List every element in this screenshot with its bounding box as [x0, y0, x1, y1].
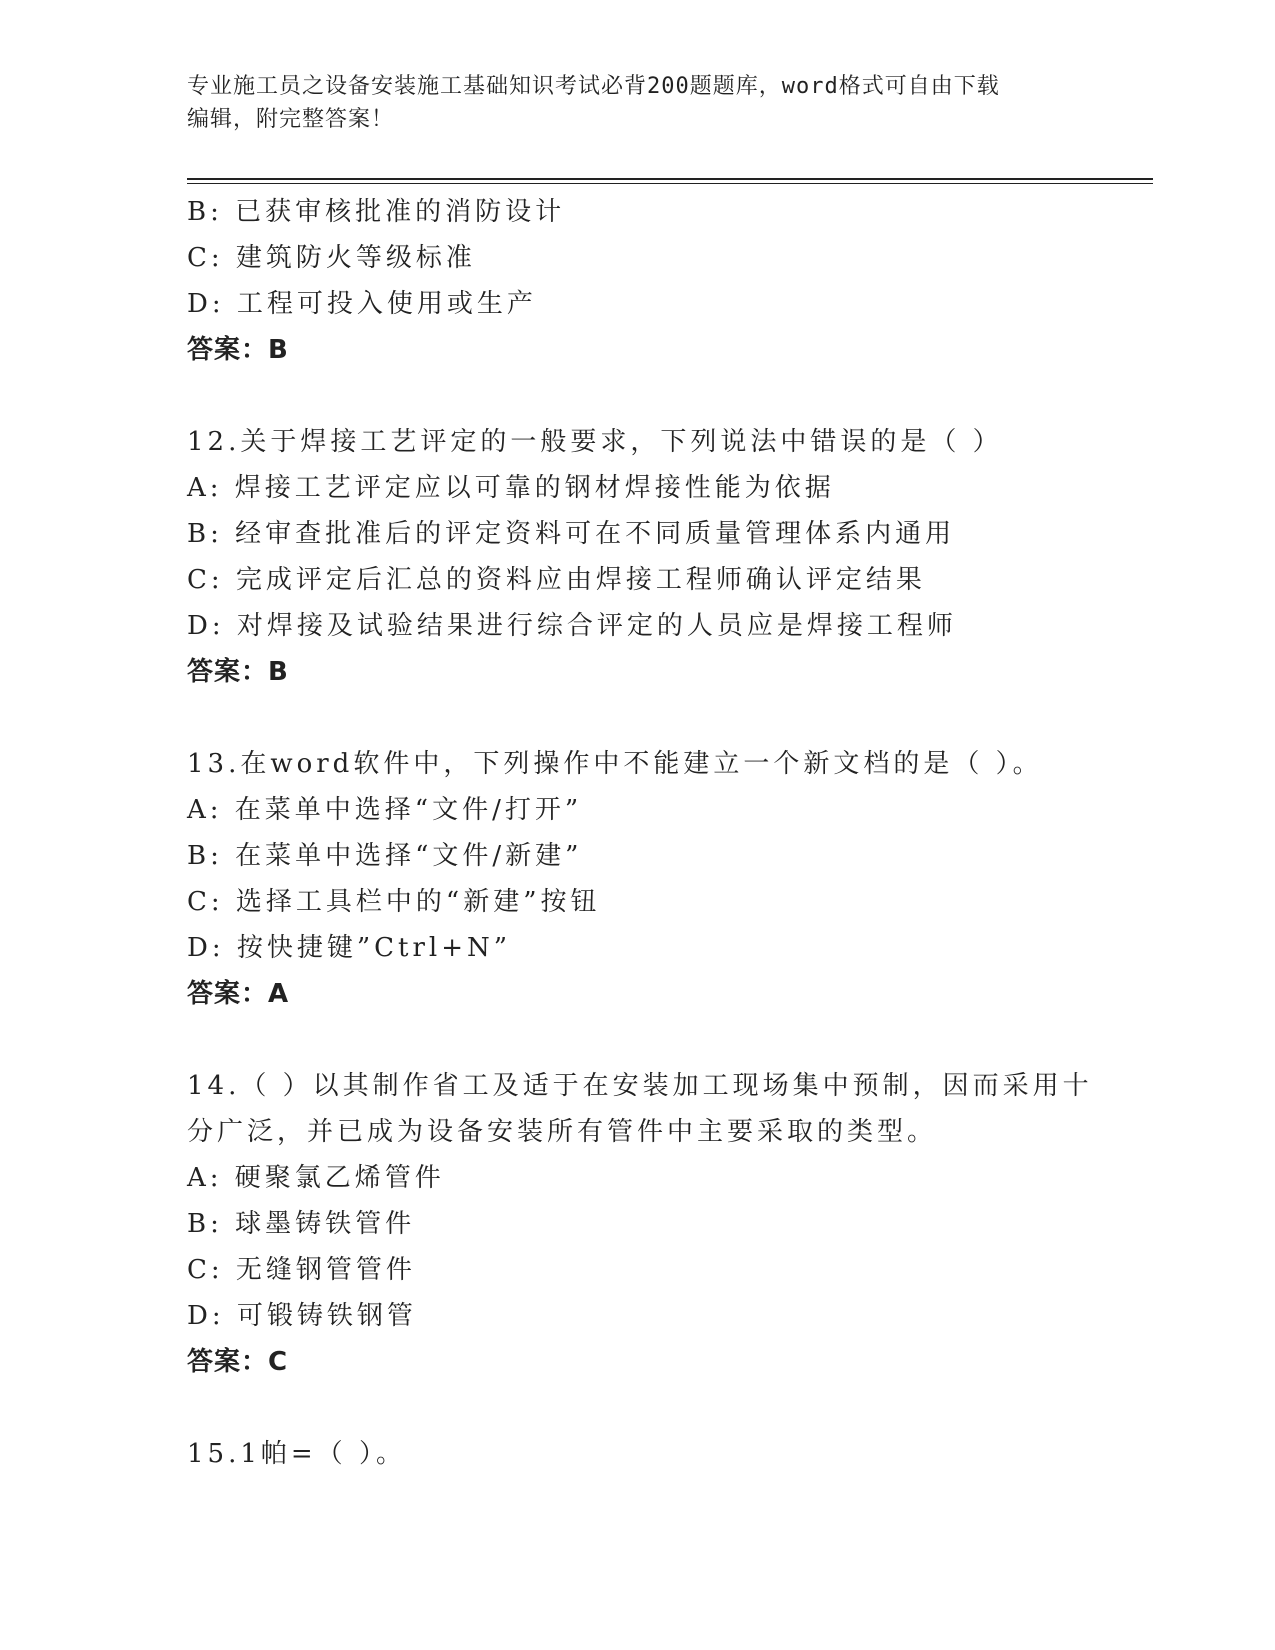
option-b: B: 已获审核批准的消防设计: [187, 197, 566, 227]
question-12: [187, 419, 1153, 695]
header-line-1: 专业施工员之设备安装施工基础知识考试必背200题题库，word格式可自由下载: [187, 74, 1000, 99]
header-divider-thick: [187, 178, 1153, 180]
option-b: B: 球墨铸铁管件: [187, 1209, 416, 1239]
spacer: [187, 1017, 1153, 1063]
option-d: D: 可锻铸铁钢管: [187, 1301, 417, 1331]
option-a: A: 硬聚氯乙烯管件: [187, 1163, 445, 1193]
answer-line: 答案：B: [187, 657, 289, 687]
header-divider-thin: [187, 183, 1153, 184]
answer-line: 答案：C: [187, 1347, 289, 1377]
question-14: [187, 1063, 1153, 1385]
question-15: [187, 1431, 1153, 1477]
answer-line: 答案：A: [187, 979, 290, 1009]
option-d: D: 对焊接及试验结果进行综合评定的人员应是焊接工程师: [187, 611, 957, 641]
option-b: B: 在菜单中选择“文件/新建”: [187, 841, 583, 871]
question-stem-line-2: 分广泛，并已成为设备安装所有管件中主要采取的类型。: [187, 1117, 938, 1147]
question-stem: 15.1帕=（ ）。: [187, 1439, 406, 1469]
spacer: [187, 695, 1153, 741]
option-c: C: 无缝钢管管件: [187, 1255, 416, 1285]
question-stem: 13.在word软件中，下列操作中不能建立一个新文档的是（ ）。: [187, 749, 1043, 779]
option-b: B: 经审查批准后的评定资料可在不同质量管理体系内通用: [187, 519, 956, 549]
question-list: [187, 189, 1153, 1477]
question-stem: 12.关于焊接工艺评定的一般要求，下列说法中错误的是（ ）: [187, 427, 1003, 457]
option-d: D: 按快捷键”Ctrl+N”: [187, 933, 512, 963]
answer-line: 答案：B: [187, 335, 289, 365]
question-11-fragment: [187, 189, 1153, 373]
option-a: A: 焊接工艺评定应以可靠的钢材焊接性能为依据: [187, 473, 835, 503]
spacer: [187, 1385, 1153, 1431]
option-c: C: 选择工具栏中的“新建”按钮: [187, 887, 601, 917]
question-stem-line-1: 14.（ ）以其制作省工及适于在安装加工现场集中预制，因而采用十: [187, 1071, 1093, 1101]
header-line-2: 编辑，附完整答案！: [187, 107, 395, 132]
question-13: [187, 741, 1153, 1017]
option-d: D: 工程可投入使用或生产: [187, 289, 537, 319]
option-c: C: 完成评定后汇总的资料应由焊接工程师确认评定结果: [187, 565, 926, 595]
option-c: C: 建筑防火等级标准: [187, 243, 476, 273]
document-header: [187, 70, 1087, 136]
option-a: A: 在菜单中选择“文件/打开”: [187, 795, 583, 825]
spacer: [187, 373, 1153, 419]
